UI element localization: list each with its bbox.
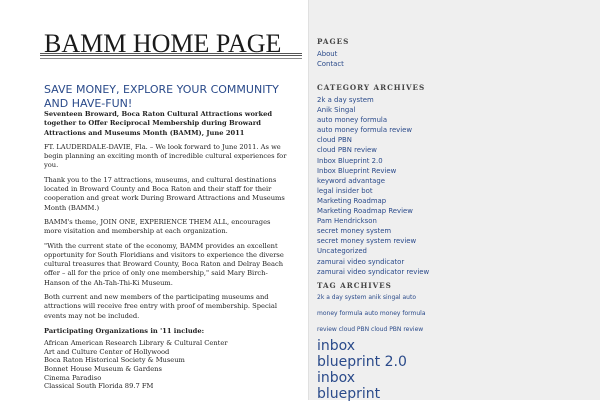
tag-link-large[interactable]: inbox xyxy=(317,370,356,386)
title-divider-thin xyxy=(40,58,302,59)
category-link[interactable]: Pam Hendrickson xyxy=(317,217,377,226)
category-link[interactable]: zamurai video syndicator review xyxy=(317,267,430,276)
tag-link-large[interactable]: blueprint xyxy=(317,386,381,402)
sidebar xyxy=(308,0,600,400)
org-item: Boca Raton Historical Society & Museum xyxy=(44,356,185,365)
tag-link[interactable]: 2k a day system anik singal auto xyxy=(317,294,417,301)
category-link[interactable]: legal insider bot xyxy=(317,186,373,195)
post-paragraph: Both current and new members of the participating museums and attractions will receive free entry with proof of membership. Special events may not be included. xyxy=(44,293,277,320)
site-title[interactable]: BAMM HOME PAGE xyxy=(44,29,282,58)
category-link[interactable]: secret money system xyxy=(317,227,392,236)
post-paragraph: BAMM's theme, JOIN ONE, EXPERIENCE THEM ALL, encourages more visitation and membership at each organization. xyxy=(44,217,271,236)
category-link[interactable]: Anik Singal xyxy=(317,106,356,115)
post-title[interactable]: SAVE MONEY, EXPLORE YOUR COMMUNITY AND HAVE-FUN! xyxy=(44,83,279,110)
org-item: Bonnet House Museum & Gardens xyxy=(44,365,162,374)
org-item: Classical South Florida 89.7 FM xyxy=(44,382,154,391)
category-link[interactable]: Marketing Roadmap xyxy=(317,196,387,205)
org-item: Art and Culture Center of Hollywood xyxy=(44,347,170,356)
orgs-list xyxy=(44,339,288,391)
tags-section xyxy=(317,281,427,402)
post-lead: Seventeen Broward, Boca Raton Cultural Attractions worked together to Offer Reciprocal Membership during Broward Attractions and Museums Month (BAMM), June 2011 xyxy=(44,110,273,137)
orgs-heading: Participating Organizations in '11 include: xyxy=(44,326,205,335)
post-paragraph: FT. LAUDERDALE-DAVIE, Fla. – We look forward to June 2011. As we begin planning an exciting month of incredible cultural experiences for you. xyxy=(44,142,287,170)
category-link[interactable]: Inbox Blueprint 2.0 xyxy=(317,156,383,165)
tag-link[interactable]: money formula auto money formula xyxy=(317,310,426,317)
category-link[interactable]: cloud PBN xyxy=(317,136,352,145)
category-link[interactable]: Marketing Roadmap Review xyxy=(317,207,413,216)
category-link[interactable]: 2k a day system xyxy=(317,96,374,104)
page-link-contact[interactable]: Contact xyxy=(317,60,344,69)
tag-link-large[interactable]: inbox xyxy=(317,338,356,354)
tag-link-large[interactable]: blueprint 2.0 xyxy=(317,354,407,370)
category-link[interactable]: auto money formula review xyxy=(317,126,413,135)
category-link[interactable]: zamurai video syndicator xyxy=(317,257,405,266)
post-paragraph: "With the current state of the economy, BAMM provides an excellent opportunity for South Floridians and visitors to experience the diverse cultural treasures that Broward County, Boca Raton and Delray Beach offer – all for the price of only one membership," said Mary Birch-Hanson of the Ah-Tah-Thi-Ki Museum. xyxy=(44,241,284,287)
post-paragraph: Thank you to the 17 attractions, museums, and cultural destinations located in Broward County and Boca Raton and their staff for their cooperation and great work During Broward Attractions and Museums Month (BAMM.) xyxy=(44,175,285,212)
category-link[interactable]: cloud PBN review xyxy=(317,146,377,155)
tags-heading: TAG ARCHIVES xyxy=(317,281,392,290)
pages-list xyxy=(317,49,349,69)
categories-list xyxy=(317,95,429,277)
categories-heading: CATEGORY ARCHIVES xyxy=(317,83,426,92)
category-link[interactable]: auto money formula xyxy=(317,116,388,125)
categories-section xyxy=(317,83,429,277)
post-content xyxy=(44,110,288,391)
category-link[interactable]: Uncategorized xyxy=(317,247,367,256)
pages-heading: PAGES xyxy=(317,37,350,46)
title-divider xyxy=(40,53,302,56)
category-link[interactable]: secret money system review xyxy=(317,237,417,246)
tag-cloud xyxy=(317,290,427,402)
page-link-about[interactable]: About xyxy=(317,50,338,58)
org-item: Cinema Paradiso xyxy=(44,373,102,382)
tag-link[interactable]: review cloud PBN cloud PBN review xyxy=(317,326,424,333)
pages-section xyxy=(317,37,349,69)
category-link[interactable]: keyword advantage xyxy=(317,176,385,185)
category-link[interactable]: Inbox Blueprint Review xyxy=(317,166,397,175)
org-item: African American Research Library & Cultural Center xyxy=(44,339,228,348)
